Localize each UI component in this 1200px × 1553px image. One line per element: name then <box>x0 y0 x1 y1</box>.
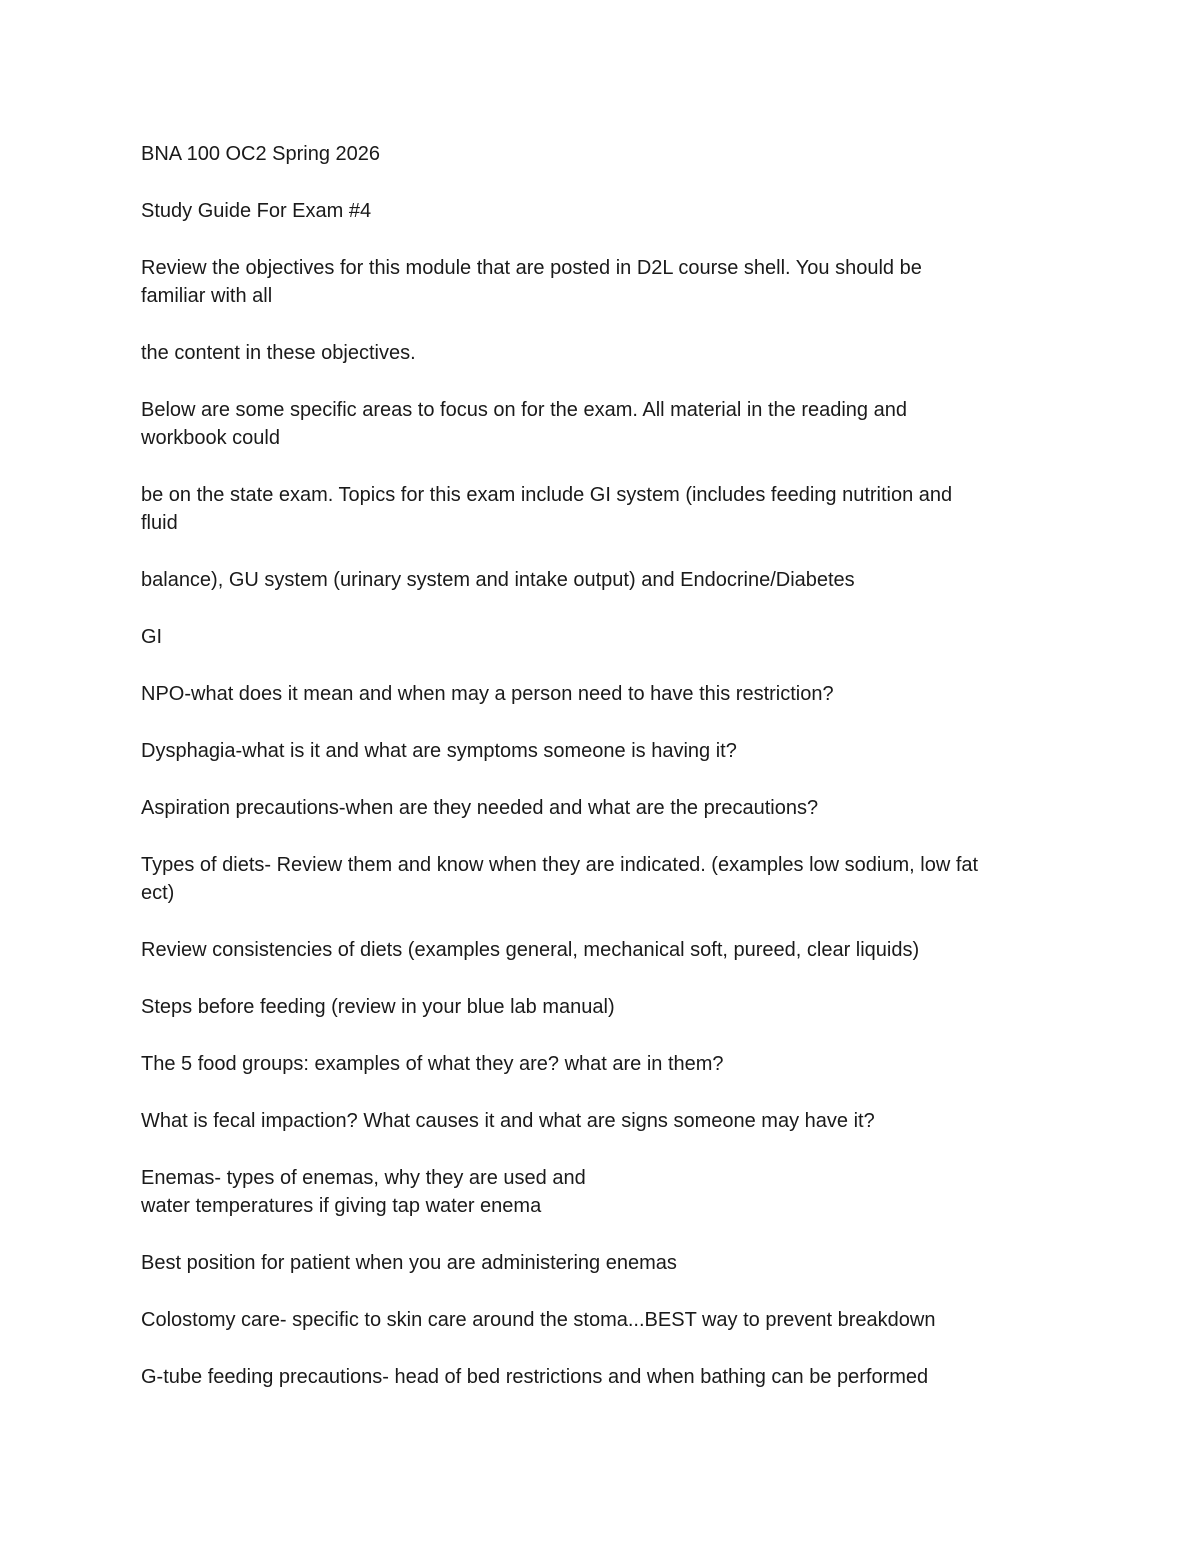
study-item: Review consistencies of diets (examples general, mechanical soft, pureed, clear liquids) <box>141 939 920 961</box>
study-item: Aspiration precautions-when are they needed and what are the precautions? <box>141 797 819 819</box>
study-item: The 5 food groups: examples of what they are? what are in them? <box>141 1053 724 1075</box>
study-item: NPO-what does it mean and when may a person need to have this restriction? <box>141 683 834 705</box>
intro-paragraph: be on the state exam. Topics for this exam include GI system (includes feeding nutrition and fluid <box>141 484 953 534</box>
document-title: Study Guide For Exam #4 <box>141 200 372 222</box>
study-item: Best position for patient when you are administering enemas <box>141 1252 677 1274</box>
study-item: Colostomy care- specific to skin care around the stoma...BEST way to prevent breakdown <box>141 1309 936 1331</box>
intro-paragraph: Review the objectives for this module that are posted in D2L course shell. You should be familiar with all <box>141 257 922 307</box>
intro-paragraph: Below are some specific areas to focus on for the exam. All material in the reading and workbook could <box>141 399 907 449</box>
study-item: Dysphagia-what is it and what are symptoms someone is having it? <box>141 740 737 762</box>
study-item: G-tube feeding precautions- head of bed restrictions and when bathing can be performed <box>141 1366 929 1388</box>
section-heading-gi: GI <box>141 626 163 648</box>
study-item: Types of diets- Review them and know when they are indicated. (examples low sodium, low fat ect) <box>141 854 979 904</box>
course-header: BNA 100 OC2 Spring 2026 <box>141 143 381 165</box>
intro-paragraph: the content in these objectives. <box>141 342 416 364</box>
study-item: Enemas- types of enemas, why they are used and water temperatures if giving tap water enema <box>141 1167 586 1217</box>
study-item: Steps before feeding (review in your blue lab manual) <box>141 996 615 1018</box>
study-item: What is fecal impaction? What causes it and what are signs someone may have it? <box>141 1110 875 1132</box>
document-body <box>141 140 1051 1391</box>
intro-paragraph: balance), GU system (urinary system and intake output) and Endocrine/Diabetes <box>141 569 855 591</box>
